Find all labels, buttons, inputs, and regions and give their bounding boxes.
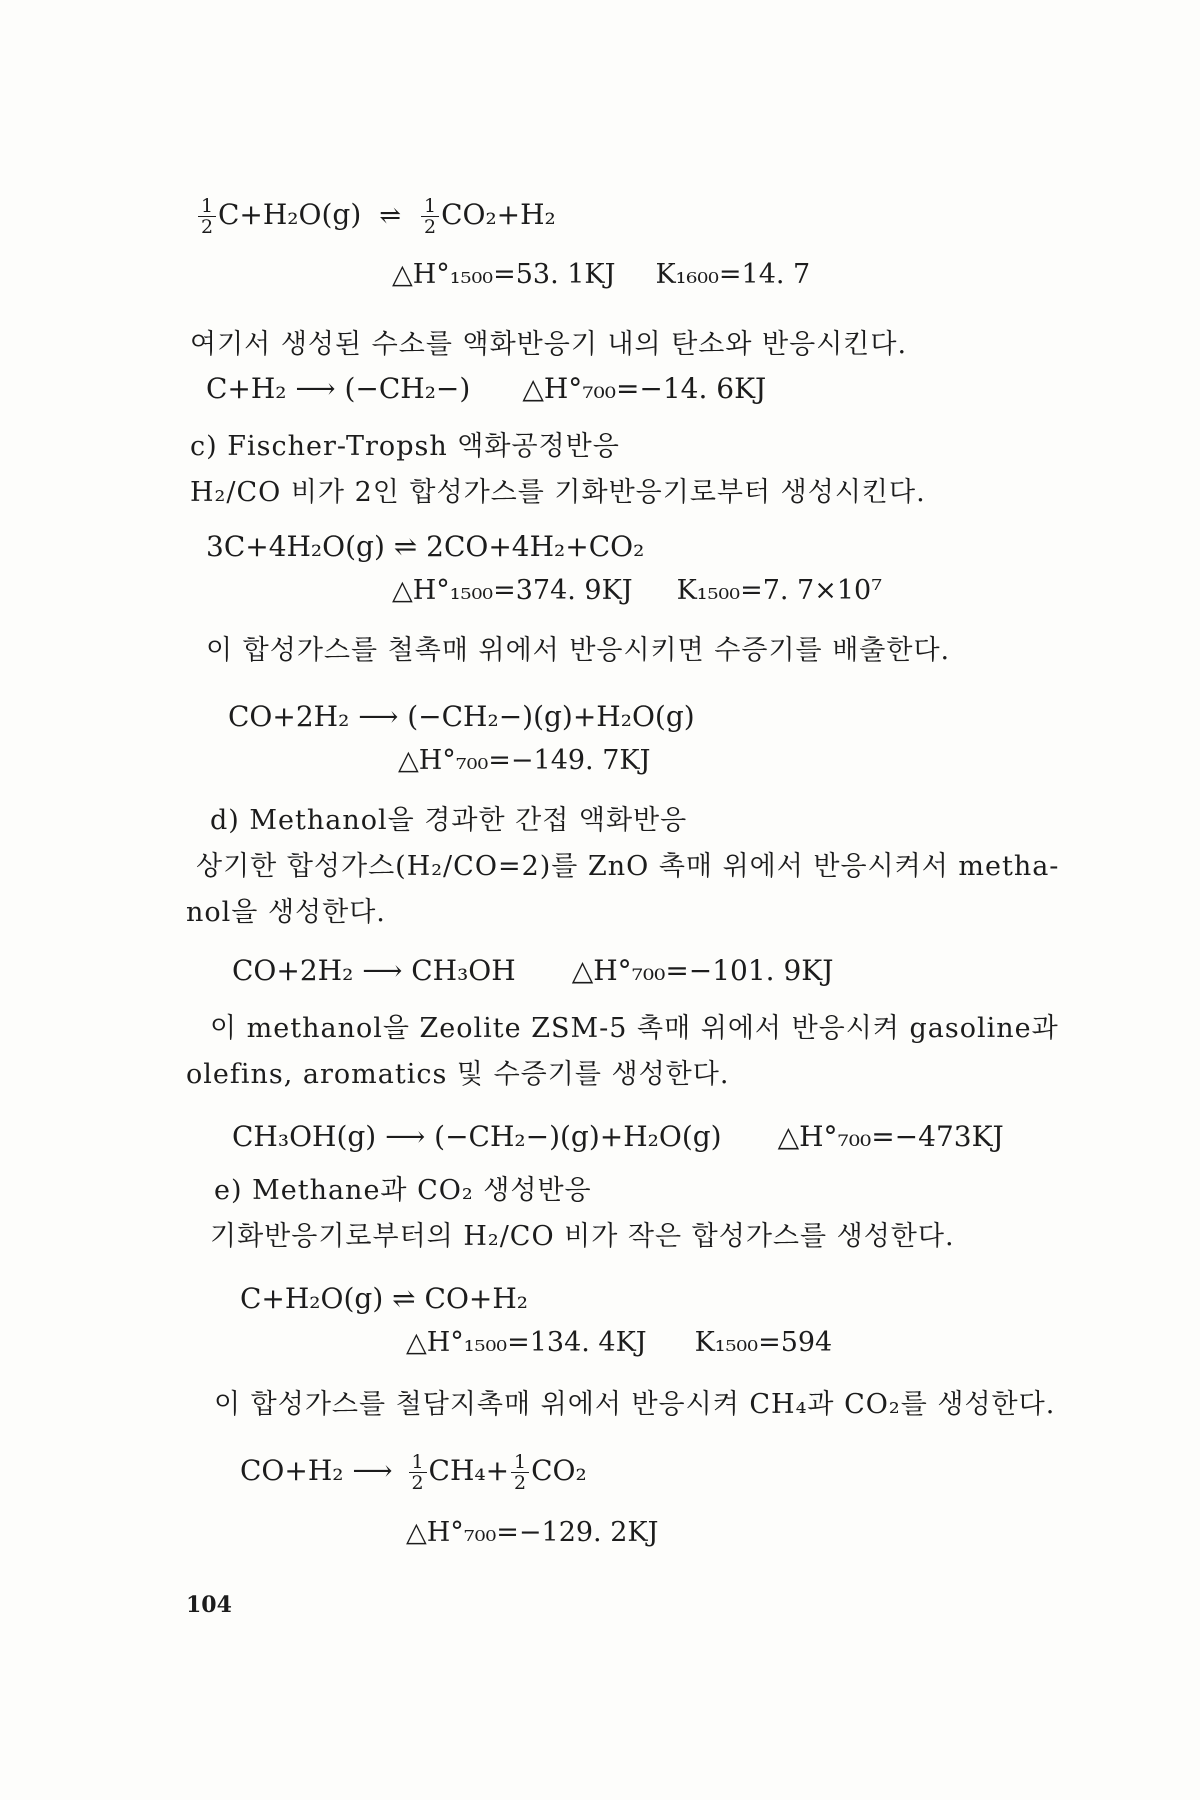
section-heading-e: e) Methane과 CO₂ 생성반응 [214,1175,592,1206]
equilibrium-arrow-icon: ⇌ [379,201,402,231]
enthalpy-value: △H°₁₅₀₀=374. 9KJ [392,575,633,606]
section-heading-d: d) Methanol을 경과한 간접 액화반응 [210,805,688,836]
equation-8-rhs: CO₂ [531,1454,587,1487]
equation-7-thermo [406,1326,832,1360]
equation-5-formula: CO+2H₂ ⟶ CH₃OH [232,954,516,987]
section-heading-c: c) Fischer-Tropsh 액화공정반응 [190,431,620,462]
enthalpy-value: △H°₇₀₀=−473KJ [777,1120,1004,1153]
equation-8 [240,1452,587,1493]
fraction-half: $\frac{1}{2}$ [421,196,439,237]
equation-7: C+H₂O(g) ⇌ CO+H₂ [240,1282,528,1315]
equation-5 [232,954,833,988]
enthalpy-value: △H°₁₅₀₀=53. 1KJ [392,259,616,290]
paragraph-line: 이 합성가스를 철담지촉매 위에서 반응시켜 CH₄과 CO₂를 생성한다. [214,1389,1056,1420]
equation-8-lhs: CO+H₂ ⟶ [240,1454,393,1487]
paragraph-line: nol을 생성한다. [186,897,386,928]
paragraph-line: 여기서 생성된 수소를 액화반응기 내의 탄소와 반응시킨다. [190,329,908,360]
paragraph-line: 기화반응기로부터의 H₂/CO 비가 작은 합성가스를 생성한다. [210,1221,955,1252]
equation-6-formula: CH₃OH(g) ⟶ (−CH₂−)(g)+H₂O(g) [232,1120,722,1153]
equation-4-thermo: △H°₇₀₀=−149. 7KJ [398,745,651,776]
equilibrium-constant: K₁₆₀₀=14. 7 [655,259,811,290]
equation-8-mid: CH₄+ [428,1454,510,1487]
paragraph-line: olefins, aromatics 및 수증기를 생성한다. [186,1059,730,1090]
equation-2 [206,372,766,406]
equilibrium-constant: K₁₅₀₀=594 [694,1327,833,1358]
equilibrium-constant: K₁₅₀₀=7. 7×10⁷ [676,575,883,606]
equation-6 [232,1120,1004,1154]
equation-1 [196,196,556,237]
equation-1-thermo [392,258,810,292]
equation-8-thermo: △H°₇₀₀=−129. 2KJ [406,1517,659,1548]
equation-2-formula: C+H₂ ⟶ (−CH₂−) [206,372,471,405]
enthalpy-value: △H°₁₅₀₀=134. 4KJ [406,1327,647,1358]
fraction-half: $\frac{1}{2}$ [511,1452,529,1493]
page-number: 104 [186,1592,232,1618]
equation-3: 3C+4H₂O(g) ⇌ 2CO+4H₂+CO₂ [206,530,645,563]
equation-4: CO+2H₂ ⟶ (−CH₂−)(g)+H₂O(g) [228,700,695,733]
fraction-half: $\frac{1}{2}$ [409,1452,427,1493]
fraction-half: $\frac{1}{2}$ [198,196,216,237]
paragraph-line: H₂/CO 비가 2인 합성가스를 기화반응기로부터 생성시킨다. [190,477,926,508]
equation-1-rhs: CO₂+H₂ [441,198,556,231]
paragraph-line: 이 합성가스를 철촉매 위에서 반응시키면 수증기를 배출한다. [206,635,951,666]
enthalpy-value: △H°₇₀₀=−14. 6KJ [522,372,767,405]
paragraph-line: 이 methanol을 Zeolite ZSM-5 촉매 위에서 반응시켜 gasoline과 [210,1013,1059,1044]
enthalpy-value: △H°₇₀₀=−101. 9KJ [571,954,834,987]
equation-1-lhs: C+H₂O(g) [218,198,362,231]
equation-3-thermo [392,574,882,608]
paragraph-line: 상기한 합성가스(H₂/CO=2)를 ZnO 촉매 위에서 반응시켜서 metha- [196,851,1060,882]
